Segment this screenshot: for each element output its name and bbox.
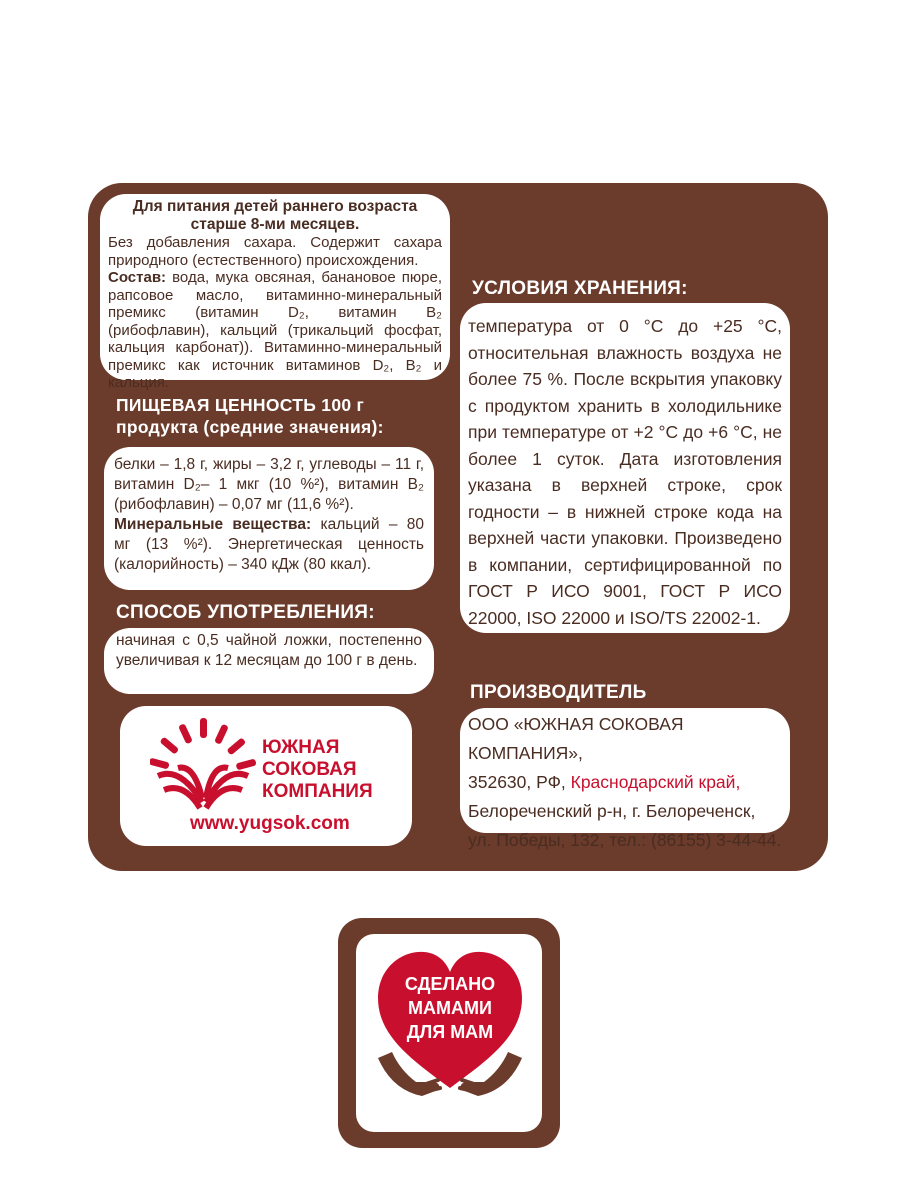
producer-line4: ул. Победы, 132, тел.: (86155) 3-44-44. — [468, 830, 782, 850]
badge-line3: ДЛЯ МАМ — [406, 1022, 494, 1042]
composition-label: Состав: — [108, 269, 167, 286]
intro-title: Для питания детей раннего возраста старше 8-ми месяцев. — [132, 198, 418, 233]
badge-text — [380, 972, 520, 1044]
producer-index: 352630, РФ, — [468, 772, 571, 792]
usage-card — [104, 628, 434, 694]
minerals-value: кальций – 80 мг (13 %²). Энергетическая ценность (калорийность) – 340 кДж (80 ккал). — [114, 516, 424, 573]
producer-line3: Белореченский р-н, г. Белореченск, — [468, 801, 756, 821]
nutrition-title — [116, 394, 384, 438]
sun-logo-icon — [150, 716, 256, 812]
intro-no-sugar: Без добавления сахара. Содержит сахара природного (естественного) происхождения. — [108, 234, 442, 269]
producer-title: ПРОИЗВОДИТЕЛЬ — [470, 682, 647, 703]
company-logo-text — [262, 737, 373, 803]
logo-line3: КОМПАНИЯ — [262, 781, 373, 802]
composition-text — [108, 269, 442, 392]
badge-line2: МАМАМИ — [408, 998, 492, 1018]
badge-line1: СДЕЛАНО — [404, 974, 496, 994]
intro-card — [100, 194, 450, 391]
composition-value: вода, мука овсяная, банановое пюре, рапсовое масло, витаминно-минеральный премикс (витамин D₂, витамин B₂ (рибофлавин), кальций (трикальций фосфат, кальция карбонат)). Витаминно-минеральный премикс как источник витаминов D₂, B₂ и кальция. — [108, 269, 442, 391]
producer-line1: ООО «ЮЖНАЯ СОКОВАЯ КОМПАНИЯ», — [468, 714, 684, 763]
logo-line1: ЮЖНАЯ — [262, 737, 340, 758]
producer-card — [460, 708, 790, 850]
nutrition-card — [104, 447, 434, 590]
storage-card — [460, 303, 790, 633]
producer-line2 — [468, 768, 782, 797]
nutrition-text: белки – 1,8 г, жиры – 3,2 г, углеводы – 11 г, витамин D₂– 1 мкг (10 %²), витамин B₂ (рибофлавин) – 0,07 мг (11,6 %²). — [114, 456, 424, 513]
minerals-label: Минеральные вещества: — [114, 516, 312, 533]
nutrition-title-line2: продукта (средние значения): — [116, 417, 384, 437]
usage-text: начиная с 0,5 чайной ложки, постепенно увеличивая к 12 месяцам до 100 г в день. — [116, 632, 422, 669]
producer-region: Краснодарский край, — [570, 772, 741, 792]
logo-line2: СОКОВАЯ — [262, 759, 357, 780]
website-link[interactable]: www.yugsok.com — [190, 813, 350, 834]
nutrition-title-line1: ПИЩЕВАЯ ЦЕННОСТЬ 100 г — [116, 395, 365, 415]
minerals-text — [114, 515, 424, 575]
storage-title: УСЛОВИЯ ХРАНЕНИЯ: — [472, 278, 688, 299]
usage-title: СПОСОБ УПОТРЕБЛЕНИЯ: — [116, 602, 375, 623]
storage-text: температура от 0 °С до +25 °С, относительная влажность воздуха не более 75 %. После вскрытия упаковку с продуктом хранить в холодильнике при температуре от +2 °С до +6 °С, не более 1 суток. Дата изготовления указана в верхней строке, срок годности – в нижней строке кода на верхней части упаковки. Произведено в компании, сертифицированной по ГОСТ Р ИСО 9001, ГОСТ Р ИСО 22000, ISO 22000 и ISO/TS 22002-1. — [468, 316, 782, 628]
